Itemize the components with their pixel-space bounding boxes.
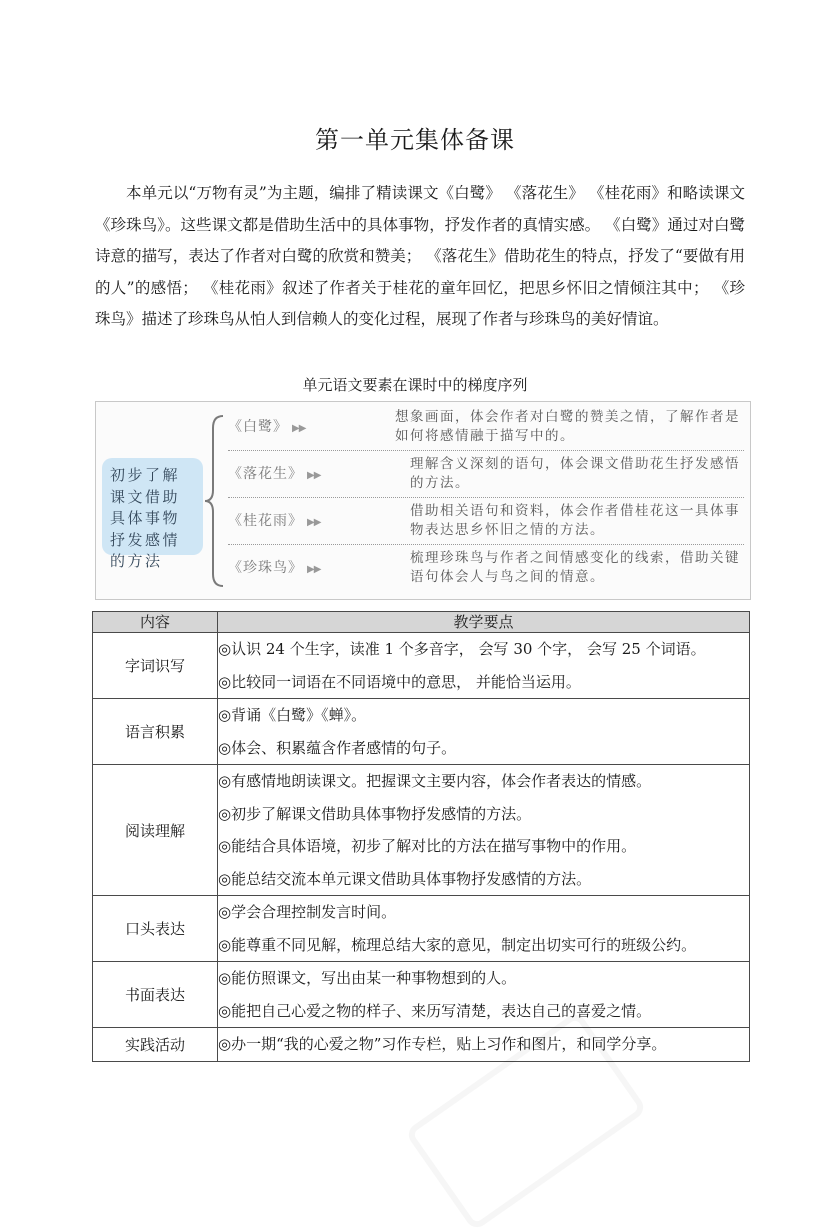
lesson-description: 想象画面，体会作者对白鹭的赞美之情，了解作者是 如何将感情融于描写中的。 xyxy=(395,409,740,444)
points-cell xyxy=(218,633,750,699)
header-content: 内容 xyxy=(93,612,218,633)
teaching-point: ◎办一期“我的心爱之物”习作专栏，贴上习作和图片，和同学分享。 xyxy=(218,1035,667,1053)
double-arrow-icon: ▶▶ xyxy=(307,470,321,481)
teaching-point: ◎能仿照课文，写出由某一种事物想到的人。 xyxy=(218,969,517,987)
teaching-point: ◎背诵《白鹭》《蝉》。 xyxy=(218,706,367,724)
double-arrow-icon: ▶▶ xyxy=(307,564,321,575)
teaching-point: ◎能总结交流本单元课文借助具体事物抒发感情的方法。 xyxy=(218,869,592,888)
teaching-points-table xyxy=(92,611,750,1062)
table-header-row xyxy=(93,612,750,633)
table-row xyxy=(93,1028,750,1062)
teaching-point: ◎能尊重不同见解，梳理总结大家的意见，制定出切实可行的班级公约。 xyxy=(218,935,697,954)
table-row xyxy=(93,896,750,962)
lesson-name: 《白鹭》 ▶▶ xyxy=(228,419,306,435)
lesson-row xyxy=(228,404,744,451)
lesson-description: 借助相关语句和资料，体会作者借桂花这一具体事 物表达思乡怀旧之情的方法。 xyxy=(410,503,740,538)
page-title: 第一单元集体备课 xyxy=(315,126,515,154)
points-cell xyxy=(218,765,750,896)
points-cell xyxy=(218,962,750,1028)
category-cell: 口头表达 xyxy=(93,896,218,962)
teaching-point: ◎体会、积累蕴含作者感情的句子。 xyxy=(218,738,457,757)
lesson-row xyxy=(228,451,744,498)
header-teaching-points: 教学要点 xyxy=(218,612,750,633)
lesson-name: 《珍珠鸟》 ▶▶ xyxy=(228,560,321,576)
teaching-point: ◎有感情地朗读课文。把握课文主要内容，体会作者表达的情感。 xyxy=(218,772,652,790)
lesson-row xyxy=(228,545,744,592)
unit-intro-paragraph: 本单元以“万物有灵”为主题，编排了精读课文《白鹭》 《落花生》 《桂花雨》和略读课文《珍珠鸟》。这些课文都是借助生活中的具体事物，抒发作者的真情实感。 《白鹭》通过对白鹭诗意的描写，表达了作者对白鹭的欣赏和赞美； 《落花生》借助花生的特点，抒发了“要做有用的人”的感悟； 《桂花雨》叙述了作者关于桂花的童年回忆，把思乡怀旧之情倾注其中； 《珍珠鸟》描述了珍珠鸟从怕人到信赖人的变化过程，展现了作者与珍珠鸟的美好情谊。 xyxy=(95,184,745,328)
lesson-description: 梳理珍珠鸟与作者之间情感变化的线索，借助关键 语句体会人与鸟之间的情意。 xyxy=(410,550,740,585)
curly-brace-icon xyxy=(203,414,225,588)
teaching-point: ◎认识 24 个生字，读准 1 个多音字， 会写 30 个字， 会写 25 个词语。 xyxy=(218,640,706,658)
category-cell: 语言积累 xyxy=(93,699,218,765)
lesson-row xyxy=(228,498,744,545)
teaching-point: ◎能结合具体语境，初步了解对比的方法在描写事物中的作用。 xyxy=(218,837,637,855)
double-arrow-icon: ▶▶ xyxy=(307,517,321,528)
table-row xyxy=(93,633,750,699)
points-cell xyxy=(218,1028,750,1062)
category-cell: 实践活动 xyxy=(93,1028,218,1062)
category-cell: 字词识写 xyxy=(93,633,218,699)
teaching-point: ◎初步了解课文借助具体事物抒发感情的方法。 xyxy=(218,804,532,823)
lesson-name: 《落花生》 ▶▶ xyxy=(228,466,321,482)
points-cell xyxy=(218,699,750,765)
category-cell: 阅读理解 xyxy=(93,765,218,896)
diagram-caption: 单元语文要素在课时中的梯度序列 xyxy=(302,376,528,394)
table-row xyxy=(93,765,750,896)
category-cell: 书面表达 xyxy=(93,962,218,1028)
teaching-point: ◎能把自己心爱之物的样子、来历写清楚，表达自己的喜爱之情。 xyxy=(218,1001,652,1020)
unit-goal-box: 初步了解课文借助具体事物抒发感情的方法 xyxy=(102,458,203,555)
points-cell xyxy=(218,896,750,962)
lesson-description: 理解含义深刻的语句，体会课文借助花生抒发感悟 的方法。 xyxy=(410,456,740,491)
double-arrow-icon: ▶▶ xyxy=(292,423,306,434)
table-row xyxy=(93,699,750,765)
gradient-sequence-diagram xyxy=(95,401,751,600)
teaching-point: ◎学会合理控制发言时间。 xyxy=(218,903,397,921)
teaching-point: ◎比较同一词语在不同语境中的意思， 并能恰当运用。 xyxy=(218,672,581,691)
table-row xyxy=(93,962,750,1028)
lesson-name: 《桂花雨》 ▶▶ xyxy=(228,513,321,529)
